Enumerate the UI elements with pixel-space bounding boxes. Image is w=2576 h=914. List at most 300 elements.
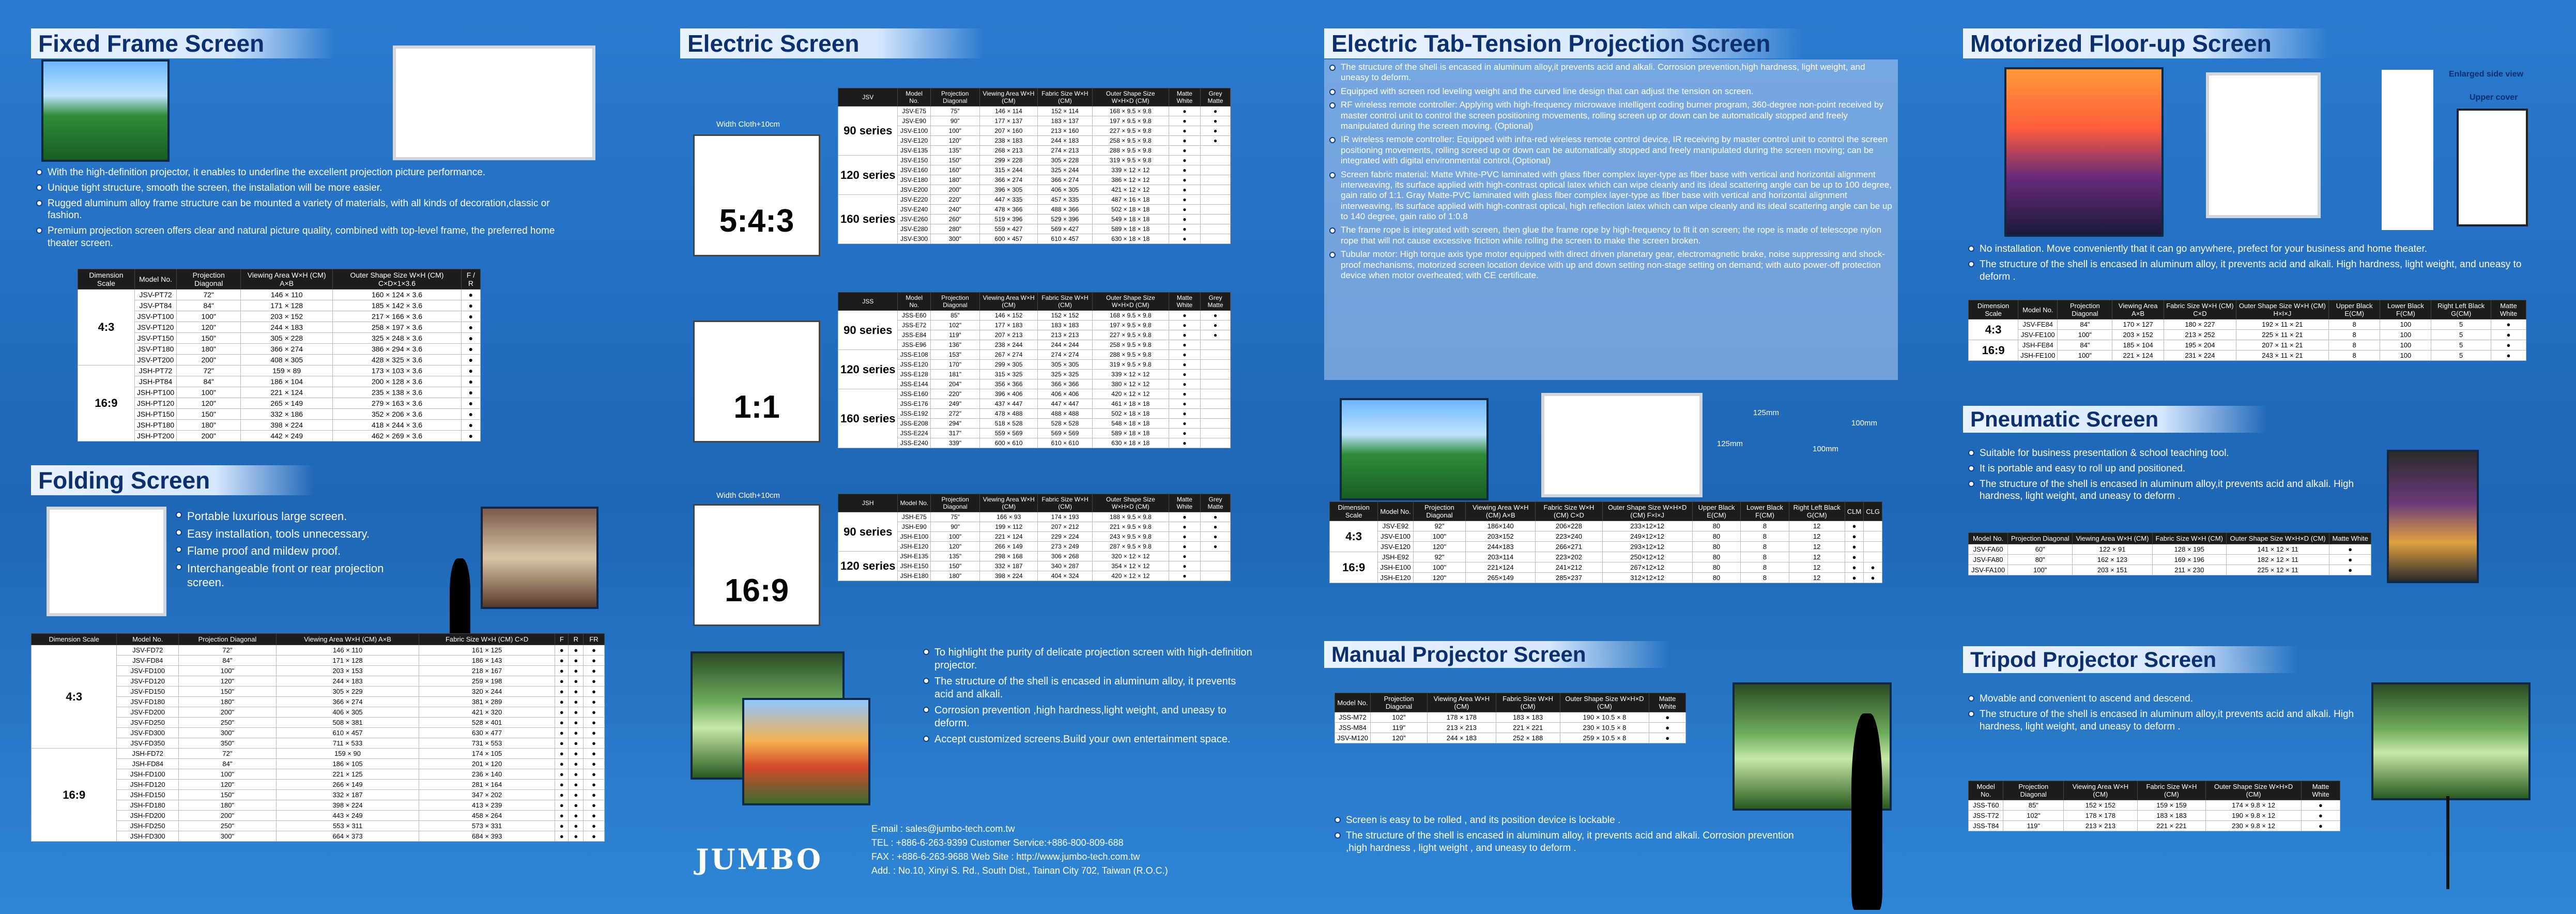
table-header: Lower Black F(CM) xyxy=(2380,300,2431,319)
electric-photo-2 xyxy=(742,698,870,805)
table-cell: ● xyxy=(461,290,480,300)
table-cell: ● xyxy=(569,718,584,728)
table-cell: ● xyxy=(1169,330,1200,340)
dim-label: 100mm xyxy=(1813,445,1839,453)
table-header: Fabric Size W×H (CM) xyxy=(1038,293,1093,311)
table-cell: 236 × 140 xyxy=(419,769,555,780)
table-cell: 265×149 xyxy=(1466,573,1536,583)
table-cell: ● xyxy=(584,800,605,811)
folding-feature: Flame proof and mildew proof. xyxy=(176,544,424,558)
table-row xyxy=(78,355,481,365)
table-cell: ● xyxy=(569,749,584,759)
table-cell: JSH-E100 xyxy=(898,532,931,542)
table-row xyxy=(32,697,605,707)
group-cell: 120 series xyxy=(838,350,898,389)
table-cell: 281 × 164 xyxy=(419,780,555,790)
group-cell: 16:9 xyxy=(78,365,135,441)
table-cell: ● xyxy=(1169,195,1200,205)
table-header: Model No. xyxy=(898,293,930,311)
electric-feature: The structure of the shell is encased in aluminum alloy, it prevents acid and alkali. xyxy=(923,675,1254,701)
table-cell: 150" xyxy=(930,156,979,165)
table-cell: 159 × 89 xyxy=(241,365,333,376)
table-cell: 573 × 331 xyxy=(419,821,555,831)
table-cell: ● xyxy=(1169,409,1200,419)
table-cell: 325 × 244 xyxy=(1037,165,1092,175)
table-cell: 100" xyxy=(177,311,241,322)
table-header: Matte White xyxy=(1169,494,1200,512)
table-cell: ● xyxy=(569,666,584,676)
table-cell: 203 × 152 xyxy=(2112,330,2164,340)
table-cell: 420 × 12 × 12 xyxy=(1092,571,1169,581)
table-header: Outer Shape Size W×H (CM) H×I×J xyxy=(2236,300,2328,319)
table-row xyxy=(32,821,605,831)
group-cell: 90 series xyxy=(838,512,898,552)
woman-silhouette xyxy=(1851,713,1882,910)
table-cell: 136" xyxy=(930,340,979,350)
table-cell: 100" xyxy=(930,126,979,136)
table-cell: ● xyxy=(2301,811,2340,821)
motorized-spec-table xyxy=(1968,300,2526,361)
table-cell: 100" xyxy=(178,769,276,780)
motorized-photo xyxy=(2004,67,2164,237)
table-cell: 488 × 488 xyxy=(1038,409,1093,419)
table-cell: 319 × 9.5 × 9.8 xyxy=(1092,156,1169,165)
table-cell: JSH-E120 xyxy=(898,542,931,552)
motorized-feature: No installation. Move conveniently that it can go anywhere, prefect for your business and home theater. xyxy=(1968,243,2542,255)
table-cell: 160" xyxy=(930,165,979,175)
table-cell: 230 × 10.5 × 8 xyxy=(1560,723,1649,733)
tab-tension-feature: RF wireless remote controller: Applying with high-frequency microwave intelligent coding burner program, 360-degree non-point received by master control unit to control the screen positioning movements, rolling screen up or down can be automatically stopped and freely manipulated during the screen moving. (Optional) xyxy=(1329,100,1893,131)
table-header: Outer Shape Size W×H×D (CM) xyxy=(1092,494,1169,512)
table-cell: ● xyxy=(569,821,584,831)
table-cell: 203 × 151 xyxy=(2073,565,2152,575)
table-cell: 260" xyxy=(930,215,979,224)
table-cell: 5 xyxy=(2431,330,2491,340)
table-cell: 366 × 274 xyxy=(979,175,1037,185)
table-cell: 404 × 324 xyxy=(1038,571,1093,581)
table-cell: 100" xyxy=(177,387,241,398)
table-cell: ● xyxy=(1169,542,1200,552)
table-header: Upper Black E(CM) xyxy=(1692,502,1741,521)
table-row xyxy=(1330,573,1882,583)
table-cell: 267×12×12 xyxy=(1602,562,1692,573)
contact-fax: FAX : +886-6-263-9688 Web Site : http://www.jumbo-tech.com.tw xyxy=(871,851,1140,862)
table-cell: 84" xyxy=(2058,340,2112,351)
table-cell: 487 × 16 × 18 xyxy=(1092,195,1169,205)
ratio-card-169 xyxy=(693,504,820,626)
manual-features xyxy=(1335,814,1800,857)
table-cell: 600 × 457 xyxy=(979,234,1037,244)
table-cell: JSV-E180 xyxy=(898,175,930,185)
table-cell: JSV-PT100 xyxy=(134,311,176,322)
table-cell xyxy=(1200,360,1230,370)
table-row xyxy=(78,420,481,431)
table-cell: JSH-FD100 xyxy=(117,769,178,780)
table-cell: 203×152 xyxy=(1466,531,1536,542)
table-cell: 630 × 18 × 18 xyxy=(1092,438,1169,448)
table-row xyxy=(32,780,605,790)
table-cell: JSS-M84 xyxy=(1335,723,1371,733)
tripod-photo xyxy=(2371,682,2531,800)
table-cell: 610 × 457 xyxy=(1037,234,1092,244)
table-cell: JSV-E100 xyxy=(1378,531,1413,542)
contact-info xyxy=(871,822,1168,878)
table-cell xyxy=(1200,146,1230,156)
table-cell: 408 × 305 xyxy=(241,355,333,365)
tab-tension-feature: IR wireless remote controller: Equipped with infra-red wireless remote control device, IR receiving by master control unit to control the screen positioning movements, rolling screed up or down can be automatically stopped and freely manipulated during the screen moving; can be integrated with digital environmental control.(Optional) xyxy=(1329,134,1893,166)
table-cell: ● xyxy=(1169,571,1200,581)
table-cell: JSH-E150 xyxy=(898,561,931,571)
table-cell: JSH-E75 xyxy=(898,512,931,522)
table-cell: 150" xyxy=(177,333,241,344)
table-cell: ● xyxy=(555,821,569,831)
table-cell: 279 × 163 × 3.6 xyxy=(333,398,462,409)
table-cell: ● xyxy=(584,831,605,842)
table-cell: JSV-E90 xyxy=(898,116,930,126)
table-cell: ● xyxy=(584,790,605,800)
table-cell: 12 xyxy=(1789,562,1845,573)
table-cell: 12 xyxy=(1789,521,1845,531)
table-cell: JSS-E60 xyxy=(898,311,930,321)
tab-tension-feature: Screen fabric material: Matte White-PVC laminated with glass fiber complex layer-type as fiber base with vertical and horizontal alignment interweaving, its surface applied with high-contrast optical latex which can wipe cleanly and its ideal scattering angle can be up to 100 degree, gain ratio of 1:1. Gray Matte-PVC laminated with glass fiber complex layer-type as fiber base with vertical and horizontal alignment interweaving, its surface applied with high-contrast optical, high reflection latex which can wipe cleanly and its ideal scattering angle can be up to 140 degree, gain ratio of 1:0.8 xyxy=(1329,170,1893,222)
tripod-feature: The structure of the shell is encased in aluminum alloy,it prevents acid and alkali. High hardness, light weight, and uneasy to deform . xyxy=(1968,708,2397,733)
table-cell: 312×12×12 xyxy=(1602,573,1692,583)
table-cell: ● xyxy=(1649,712,1686,723)
table-cell: 213 × 252 xyxy=(2164,330,2236,340)
table-cell: 122 × 91 xyxy=(2073,544,2152,555)
table-cell: 150" xyxy=(931,561,980,571)
table-cell: JSV-FD350 xyxy=(117,738,178,749)
table-header: CLG xyxy=(1864,502,1882,521)
table-cell: 161 × 125 xyxy=(419,645,555,656)
table-cell: JSV-M120 xyxy=(1335,733,1371,743)
table-cell: 630 × 18 × 18 xyxy=(1092,234,1169,244)
table-cell: 213 × 213 xyxy=(1428,723,1496,733)
table-cell: JSH-FD84 xyxy=(117,759,178,769)
table-cell: ● xyxy=(461,344,480,355)
table-cell: 221 × 124 xyxy=(2112,351,2164,361)
table-cell: ● xyxy=(1169,215,1200,224)
group-cell: 160 series xyxy=(838,195,898,244)
table-cell: 398 × 224 xyxy=(276,800,419,811)
table-cell: 461 × 18 × 18 xyxy=(1092,399,1169,409)
table-cell: ● xyxy=(461,409,480,420)
table-cell: 171 × 128 xyxy=(276,656,419,666)
table-cell: 380 × 12 × 12 xyxy=(1092,379,1169,389)
table-cell: ● xyxy=(2301,800,2340,811)
table-cell: ● xyxy=(2491,351,2526,361)
table-cell: 221×124 xyxy=(1466,562,1536,573)
table-cell: JSV-FD150 xyxy=(117,687,178,697)
table-cell: 421 × 320 xyxy=(419,707,555,718)
table-cell: ● xyxy=(1169,205,1200,215)
table-cell: 80 xyxy=(1692,552,1741,562)
table-cell: ● xyxy=(2329,544,2371,555)
table-cell: 8 xyxy=(2328,330,2380,340)
table-cell: ● xyxy=(1845,521,1863,531)
table-row xyxy=(78,431,481,441)
table-header: Dimension Scale xyxy=(1969,300,2018,319)
table-header: CLM xyxy=(1845,502,1863,521)
table-cell: 220" xyxy=(930,195,979,205)
table-cell: ● xyxy=(1200,311,1230,321)
table-row xyxy=(78,398,481,409)
table-header: Projection Diagonal xyxy=(2008,533,2073,544)
table-header: Projection Diagonal xyxy=(930,88,979,106)
table-header: Projection Diagonal xyxy=(931,494,980,512)
table-cell: 221 × 9.5 × 9.8 xyxy=(1092,522,1169,532)
table-row xyxy=(78,409,481,420)
table-row xyxy=(1330,531,1882,542)
table-cell: 249" xyxy=(930,399,979,409)
table-row xyxy=(32,800,605,811)
table-cell: JSS-E144 xyxy=(898,379,930,389)
table-cell: JSH-E135 xyxy=(898,552,931,561)
table-cell: JSH-PT120 xyxy=(134,398,176,409)
table-cell: ● xyxy=(555,738,569,749)
table-cell: 153" xyxy=(930,350,979,360)
table-header: F xyxy=(555,634,569,645)
table-cell: 266 × 149 xyxy=(980,542,1038,552)
table-cell: 299 × 228 xyxy=(979,156,1037,165)
table-cell xyxy=(1200,205,1230,215)
table-cell xyxy=(1200,215,1230,224)
table-cell: 421 × 12 × 12 xyxy=(1092,185,1169,195)
table-cell: 120" xyxy=(1413,573,1466,583)
table-cell: ● xyxy=(584,728,605,738)
folding-feature: Interchangeable front or rear projection screen. xyxy=(176,561,424,590)
table-cell: 320 × 244 xyxy=(419,687,555,697)
table-cell: ● xyxy=(461,420,480,431)
table-cell: 213 × 160 xyxy=(1037,126,1092,136)
table-header: FR xyxy=(584,634,605,645)
table-cell: 100" xyxy=(2058,351,2112,361)
table-cell: JSS-E128 xyxy=(898,370,930,379)
table-row xyxy=(1969,544,2371,555)
table-cell: 169 × 196 xyxy=(2152,555,2226,565)
side-view-diagram xyxy=(2457,109,2528,226)
table-header: Grey Matte xyxy=(1201,494,1231,512)
table-header: Projection Diagonal xyxy=(930,293,979,311)
table-header: Right Left Black G(CM) xyxy=(1789,502,1845,521)
table-cell: JSV-E120 xyxy=(1378,542,1413,552)
table-cell: 80" xyxy=(2008,555,2073,565)
table-cell: 119" xyxy=(2003,821,2064,831)
table-cell: 119" xyxy=(930,330,979,340)
panel-fixed-folding xyxy=(0,0,644,914)
table-cell xyxy=(1200,438,1230,448)
table-cell: ● xyxy=(1169,389,1200,399)
table-cell: 437 × 447 xyxy=(980,399,1038,409)
table-cell: 230 × 9.8 × 12 xyxy=(2206,821,2302,831)
table-cell: ● xyxy=(584,707,605,718)
table-cell: 100" xyxy=(931,532,980,542)
table-cell: 100 xyxy=(2380,319,2431,330)
manual-title: Manual Projector Screen xyxy=(1324,641,1669,668)
table-cell: 150" xyxy=(177,409,241,420)
table-cell: JSS-E224 xyxy=(898,429,930,438)
table-cell: 458 × 264 xyxy=(419,811,555,821)
table-header: Projection Diagonal xyxy=(1370,693,1427,712)
table-cell xyxy=(1200,399,1230,409)
table-cell: 92" xyxy=(1413,521,1466,531)
table-cell: 231 × 224 xyxy=(2164,351,2236,361)
table-cell: 200" xyxy=(177,431,241,441)
table-cell: 217 × 166 × 3.6 xyxy=(333,311,462,322)
table-cell: 280" xyxy=(930,224,979,234)
table-cell: 548 × 18 × 18 xyxy=(1092,419,1169,429)
table-cell xyxy=(1200,340,1230,350)
table-row xyxy=(32,759,605,769)
table-cell: 569 × 427 xyxy=(1037,224,1092,234)
table-cell: 203 × 152 xyxy=(241,311,333,322)
table-cell: ● xyxy=(1169,224,1200,234)
table-cell: 72" xyxy=(177,290,241,300)
table-cell: 418 × 244 × 3.6 xyxy=(333,420,462,431)
table-cell: ● xyxy=(1200,330,1230,340)
table-row xyxy=(838,195,1231,205)
table-cell: 120" xyxy=(177,398,241,409)
table-header: Projection Diagonal xyxy=(177,269,241,290)
table-cell: 8 xyxy=(1741,531,1789,542)
folding-feature: Easy installation, tools unnecessary. xyxy=(176,527,424,541)
table-cell: JSV-FD120 xyxy=(117,676,178,687)
group-cell: 90 series xyxy=(838,311,898,350)
table-cell: ● xyxy=(2491,319,2526,330)
table-cell: ● xyxy=(461,431,480,441)
table-cell: 386 × 12 × 12 xyxy=(1092,175,1169,185)
table-cell: 100" xyxy=(2008,565,2073,575)
table-cell: 85" xyxy=(930,311,979,321)
table-header: Fabric Size W×H (CM) C×D xyxy=(2164,300,2236,319)
table-header: Viewing Area W×H (CM) xyxy=(980,494,1038,512)
table-cell: ● xyxy=(461,355,480,365)
table-cell: JSH-FD120 xyxy=(117,780,178,790)
folding-screen-diagram xyxy=(47,507,166,616)
table-cell: ● xyxy=(569,728,584,738)
group-cell: 120 series xyxy=(838,552,898,581)
table-cell: 8 xyxy=(1741,542,1789,552)
table-cell: JSH-FD72 xyxy=(117,749,178,759)
table-cell: 243 × 11 × 21 xyxy=(2236,351,2328,361)
table-row xyxy=(78,333,481,344)
fixed-frame-title: Fixed Frame Screen xyxy=(31,28,335,58)
table-cell: ● xyxy=(1169,438,1200,448)
table-cell xyxy=(1200,185,1230,195)
table-cell: 8 xyxy=(1741,552,1789,562)
table-cell: 398 × 224 xyxy=(980,571,1038,581)
table-header: Fabric Size W×H (CM) xyxy=(1037,88,1092,106)
table-cell: 589 × 18 × 18 xyxy=(1092,429,1169,438)
group-cell: 4:3 xyxy=(32,645,117,749)
table-cell: JSV-E135 xyxy=(898,146,930,156)
table-cell: ● xyxy=(1169,561,1200,571)
table-cell: JSS-E160 xyxy=(898,389,930,399)
ratio-label: 16:9 xyxy=(724,573,789,608)
table-cell: ● xyxy=(1201,532,1231,542)
table-header: Outer Shape Size W×H×D (CM) xyxy=(2226,533,2329,544)
presenter-figure xyxy=(450,558,470,641)
motorized-diagram xyxy=(2206,72,2321,218)
table-cell: 119" xyxy=(1370,723,1427,733)
fixed-feature: Unique tight structure, smooth the screen, the installation will be more easier. xyxy=(36,182,558,194)
table-cell: 120" xyxy=(930,136,979,146)
table-cell: JSS-E192 xyxy=(898,409,930,419)
table-cell: 305 × 305 xyxy=(1038,360,1093,370)
table-cell: 75" xyxy=(930,106,979,116)
table-cell: 221 × 124 xyxy=(980,532,1038,542)
folding-feature: Portable luxurious large screen. xyxy=(176,509,424,524)
electric-features xyxy=(923,646,1254,749)
table-cell: ● xyxy=(461,322,480,333)
table-cell: JSS-E240 xyxy=(898,438,930,448)
table-cell: 200 × 128 × 3.6 xyxy=(333,376,462,387)
table-cell: 180" xyxy=(178,697,276,707)
table-cell: ● xyxy=(1169,165,1200,175)
table-cell: 100" xyxy=(1413,562,1466,573)
table-row xyxy=(78,344,481,355)
table-cell xyxy=(1200,429,1230,438)
table-cell: 457 × 335 xyxy=(1037,195,1092,205)
table-cell: ● xyxy=(1864,562,1882,573)
pneumatic-spec-table xyxy=(1968,532,2371,575)
group-cell: 4:3 xyxy=(78,290,135,365)
table-cell: JSS-E108 xyxy=(898,350,930,360)
table-cell: 100 xyxy=(2380,330,2431,340)
table-cell: 12 xyxy=(1789,573,1845,583)
table-cell: ● xyxy=(555,800,569,811)
table-cell: ● xyxy=(555,790,569,800)
table-cell: 168 × 9.5 × 9.8 xyxy=(1092,311,1169,321)
table-cell: 120" xyxy=(1413,542,1466,552)
table-cell: 102" xyxy=(2003,811,2064,821)
table-cell xyxy=(1200,389,1230,399)
table-cell: 294" xyxy=(930,419,979,429)
table-cell: 238 × 183 xyxy=(979,136,1037,146)
table-cell: 100" xyxy=(2058,330,2112,340)
table-row xyxy=(78,290,481,300)
table-cell: 102" xyxy=(930,321,979,330)
table-cell: ● xyxy=(1845,552,1863,562)
table-cell: 200" xyxy=(178,811,276,821)
tab-tension-feature: The structure of the shell is encased in aluminum alloy,it prevents acid and alkali. Corrosion prevention,high hardness, light weight, and uneasy to deform. xyxy=(1329,62,1893,83)
table-cell: ● xyxy=(584,811,605,821)
table-cell: JSV-FD200 xyxy=(117,707,178,718)
table-header: Viewing Area W×H (CM) xyxy=(1428,693,1496,712)
contact-tel: TEL : +886-6-263-9399 Customer Service:+886-800-809-688 xyxy=(871,837,1124,848)
table-cell: ● xyxy=(555,666,569,676)
table-cell xyxy=(1200,156,1230,165)
table-cell: 569 × 569 xyxy=(1038,429,1093,438)
table-cell: 266 × 149 xyxy=(276,780,419,790)
upper-cover-label: Upper cover xyxy=(2470,93,2518,102)
table-cell: ● xyxy=(1169,156,1200,165)
table-cell: 502 × 18 × 18 xyxy=(1092,205,1169,215)
table-cell: 207 × 212 xyxy=(1038,522,1093,532)
table-cell: 386 × 294 × 3.6 xyxy=(333,344,462,355)
table-cell: 559 × 569 xyxy=(980,429,1038,438)
table-row xyxy=(1969,330,2526,340)
table-cell: 518 × 528 xyxy=(980,419,1038,429)
table-cell: 396 × 305 xyxy=(979,185,1037,195)
table-row xyxy=(838,311,1231,321)
table-cell: ● xyxy=(1169,321,1200,330)
table-cell: JSV-FD100 xyxy=(117,666,178,676)
table-cell: 12 xyxy=(1789,552,1845,562)
table-cell: 120" xyxy=(1370,733,1427,743)
table-cell: ● xyxy=(461,300,480,311)
table-cell: 442 × 249 xyxy=(241,431,333,441)
